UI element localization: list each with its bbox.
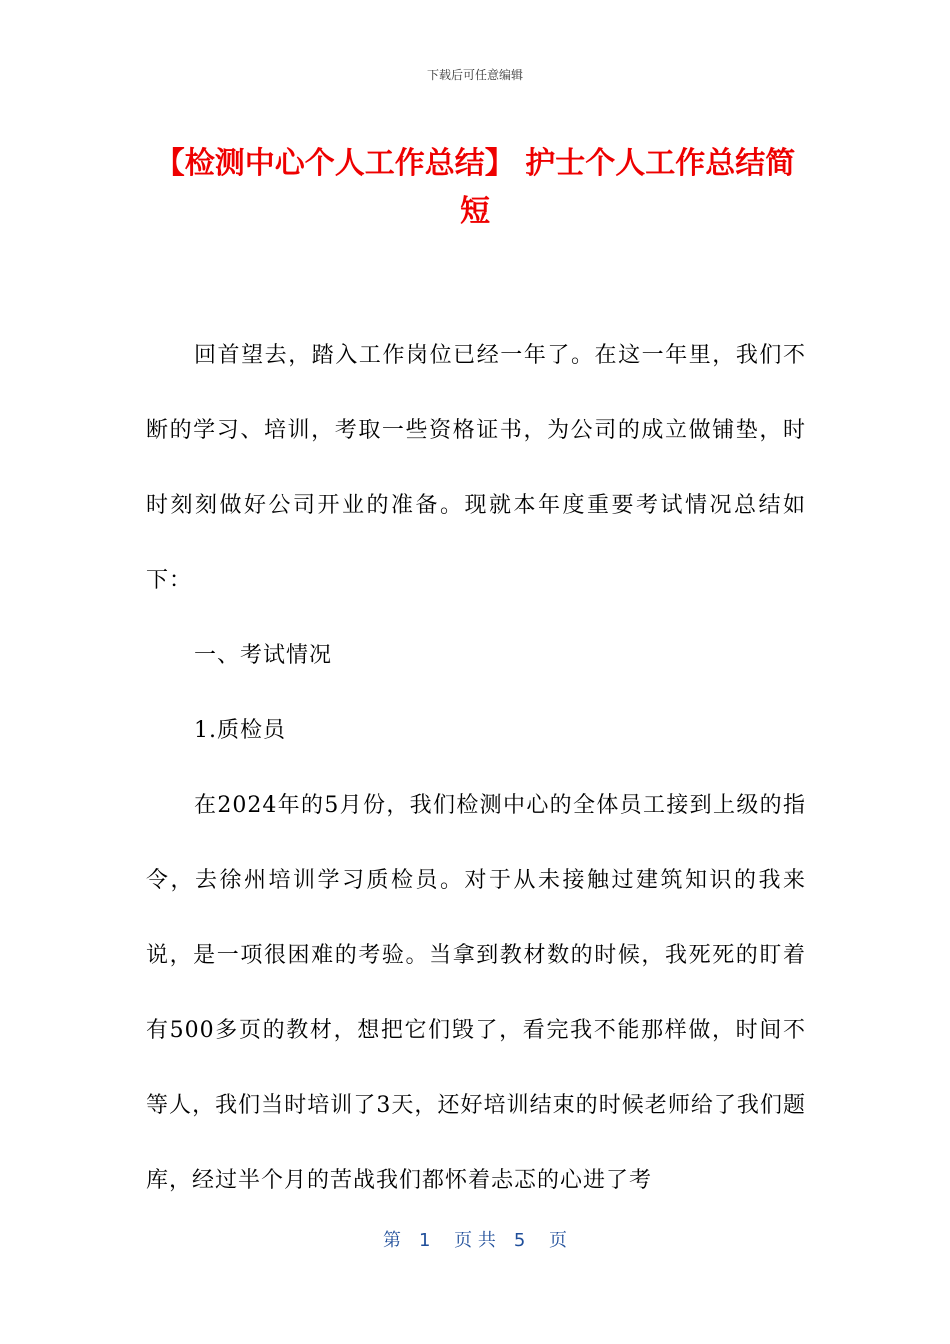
paragraph-intro: 回首望去，踏入工作岗位已经一年了。在这一年里，我们不断的学习、培训，考取一些资格证书，为公司的成立做铺垫，时时刻刻做好公司开业的准备。现就本年度重要考试情况总结如下：: [146, 343, 806, 593]
section-heading-exam: 一、考试情况: [194, 643, 333, 668]
page-footer: 第 1 页 共 5 页: [382, 1230, 568, 1251]
document-body: [146, 318, 806, 1218]
paragraph-quality-inspector: 在2024年的5月份，我们检测中心的全体员工接到上级的指令，去徐州培训学习质检员。对于从未接触过建筑知识的我来说，是一项很困难的考验。当拿到教材数的时候，我死死的盯着有500多页的教材，想把它们毁了，看完我不能那样做，时间不等人，我们当时培训了3天，还好培训结束的时候老师给了我们题库，经过半个月的苦战我们都怀着忐忑的心进了考: [146, 793, 806, 1193]
header-note: 下载后可任意编辑: [426, 68, 523, 82]
document-title: 【检测中心个人工作总结】 护士个人工作总结简短: [154, 146, 796, 229]
subheading-quality-inspector: 1.质检员: [194, 718, 286, 743]
